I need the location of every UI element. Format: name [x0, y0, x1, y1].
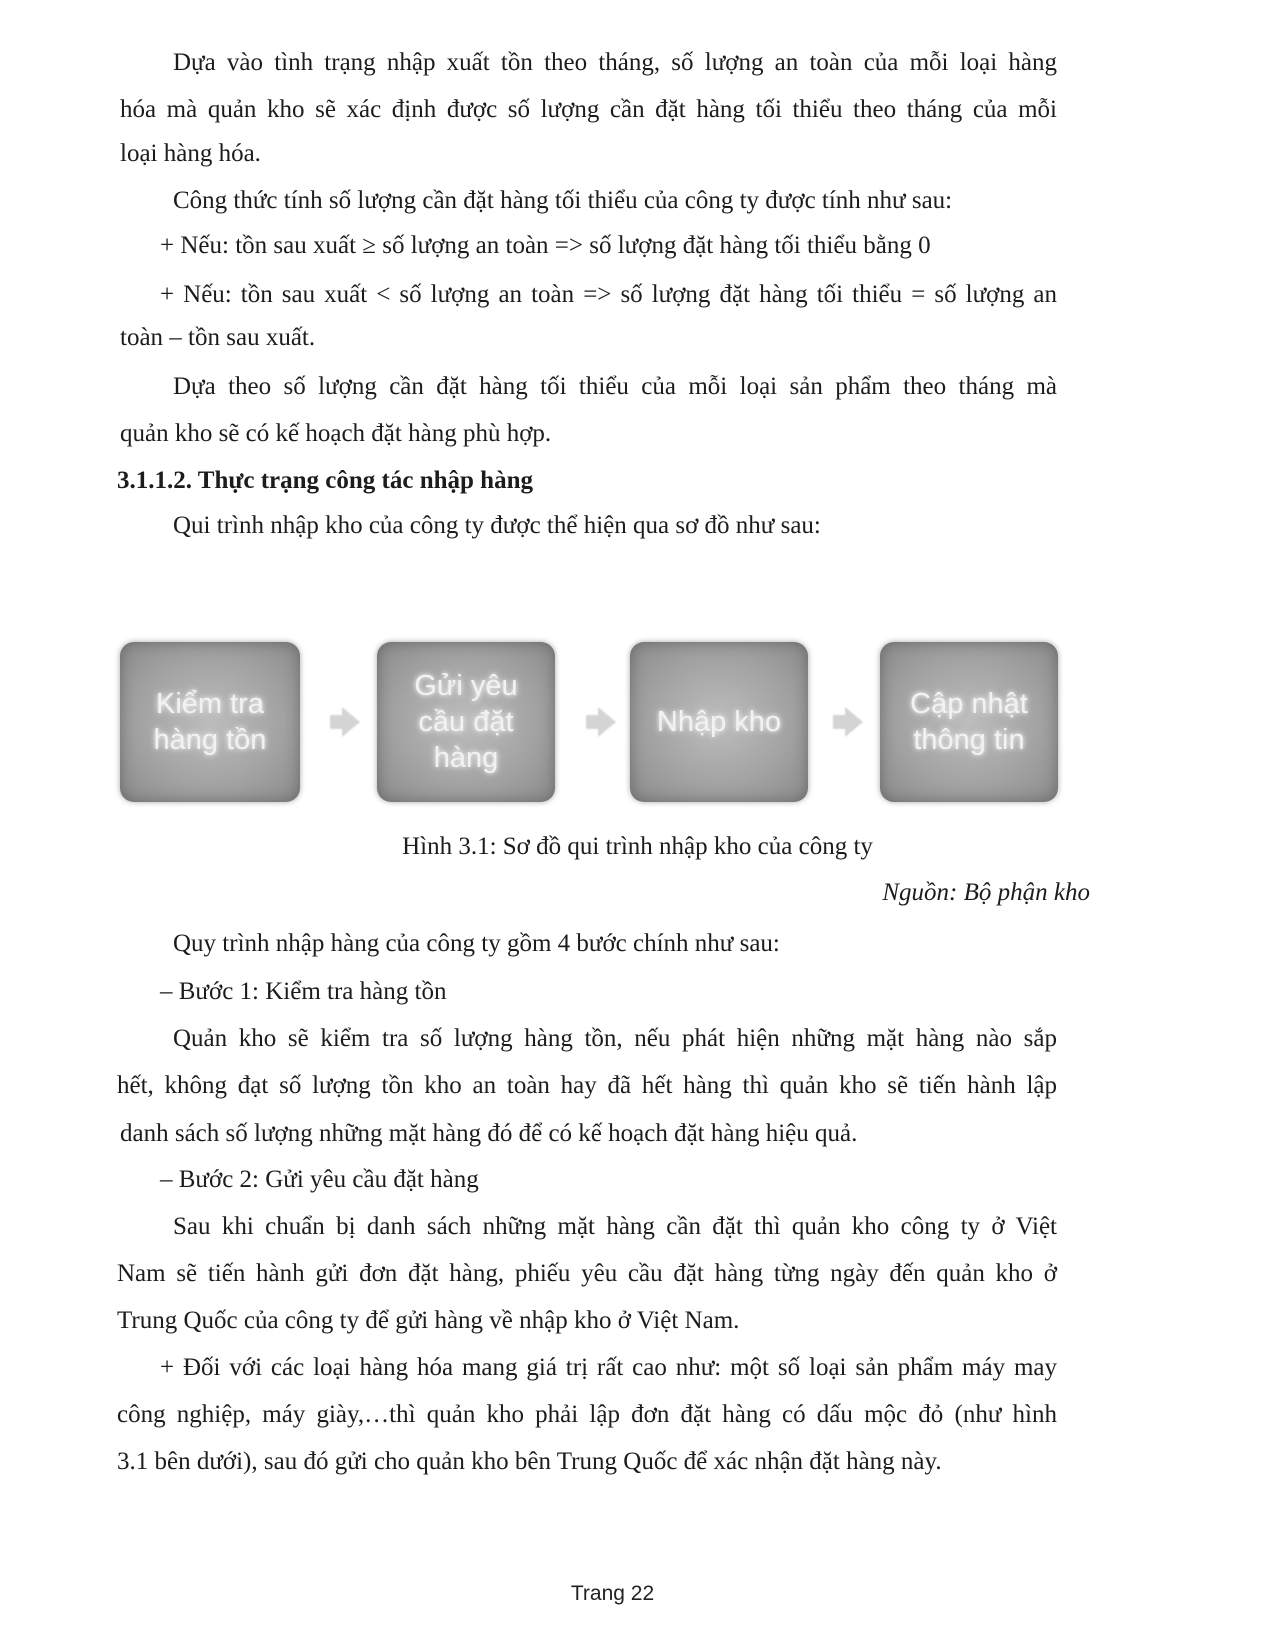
paragraph-line: Trung Quốc của công ty để gửi hàng về nhập kho ở Việt Nam.	[117, 1307, 740, 1334]
right-arrow-icon	[845, 707, 863, 737]
paragraph-line: + Đối với các loại hàng hóa mang giá trị rất cao như: một số loại sản phẩm máy may	[160, 1354, 1057, 1381]
step-label: Cập nhật thông tin	[910, 688, 1028, 756]
paragraph-line: hóa mà quản kho sẽ xác định được số lượng cần đặt hàng tối thiểu theo tháng của mỗi	[120, 96, 1057, 123]
right-arrow-icon	[342, 707, 360, 737]
paragraph-line: hết, không đạt số lượng tồn kho an toàn hay đã hết hàng thì quản kho sẽ tiến hành lập	[117, 1072, 1057, 1099]
paragraph-line: toàn – tồn sau xuất.	[120, 324, 316, 351]
paragraph-line: + Nếu: tồn sau xuất ≥ số lượng an toàn => số lượng đặt hàng tối thiểu bằng 0	[160, 232, 931, 259]
paragraph-line: Nam sẽ tiến hành gửi đơn đặt hàng, phiếu yêu cầu đặt hàng từng ngày đến quản kho ở	[117, 1260, 1057, 1287]
step-label: Gửi yêu cầu đặt hàng	[414, 670, 518, 774]
paragraph-line: Sau khi chuẩn bị danh sách những mặt hàng cần đặt thì quản kho công ty ở Việt	[173, 1213, 1057, 1240]
paragraph-line: Quy trình nhập hàng của công ty gồm 4 bước chính như sau:	[173, 930, 780, 957]
right-arrow-icon	[598, 707, 616, 737]
paragraph-line: danh sách số lượng những mặt hàng đó để có kế hoạch đặt hàng hiệu quả.	[120, 1120, 858, 1147]
list-item: – Bước 1: Kiểm tra hàng tồn	[160, 978, 447, 1005]
paragraph-line: Quản kho sẽ kiểm tra số lượng hàng tồn, nếu phát hiện những mặt hàng nào sắp	[173, 1025, 1057, 1052]
paragraph-line: 3.1 bên dưới), sau đó gửi cho quản kho bên Trung Quốc để xác nhận đặt hàng này.	[117, 1448, 942, 1475]
page-number: Trang 22	[570, 1582, 655, 1605]
step-box-check-inventory	[120, 642, 300, 802]
step-box-receive-stock	[630, 642, 808, 802]
paragraph-line: Công thức tính số lượng cần đặt hàng tối thiểu của công ty được tính như sau:	[173, 187, 953, 214]
paragraph-line: + Nếu: tồn sau xuất < số lượng an toàn => số lượng đặt hàng tối thiểu = số lượng an	[160, 281, 1057, 308]
step-label: Nhập kho	[656, 706, 782, 738]
figure-caption: Hình 3.1: Sơ đồ qui trình nhập kho của công ty	[402, 833, 873, 860]
figure-source: Nguồn: Bộ phận kho	[882, 879, 1090, 906]
paragraph-line: loại hàng hóa.	[120, 140, 261, 167]
step-box-update-info	[880, 642, 1058, 802]
paragraph-line: quản kho sẽ có kế hoạch đặt hàng phù hợp.	[120, 420, 552, 447]
paragraph-line: Qui trình nhập kho của công ty được thể hiện qua sơ đồ như sau:	[173, 512, 821, 539]
paragraph-line: công nghiệp, máy giày,…thì quản kho phải lập đơn đặt hàng có dấu mộc đỏ (như hình	[117, 1401, 1057, 1428]
process-diagram	[120, 642, 1110, 810]
step-label: Kiểm tra hàng tồn	[153, 688, 267, 756]
paragraph-line: Dựa vào tình trạng nhập xuất tồn theo tháng, số lượng an toàn của mỗi loại hàng	[173, 49, 1057, 76]
section-heading: 3.1.1.2. Thực trạng công tác nhập hàng	[117, 467, 533, 494]
paragraph-line: Dựa theo số lượng cần đặt hàng tối thiểu của mỗi loại sản phẩm theo tháng mà	[173, 373, 1057, 400]
list-item: – Bước 2: Gửi yêu cầu đặt hàng	[160, 1166, 479, 1193]
step-box-send-order-request	[377, 642, 555, 802]
